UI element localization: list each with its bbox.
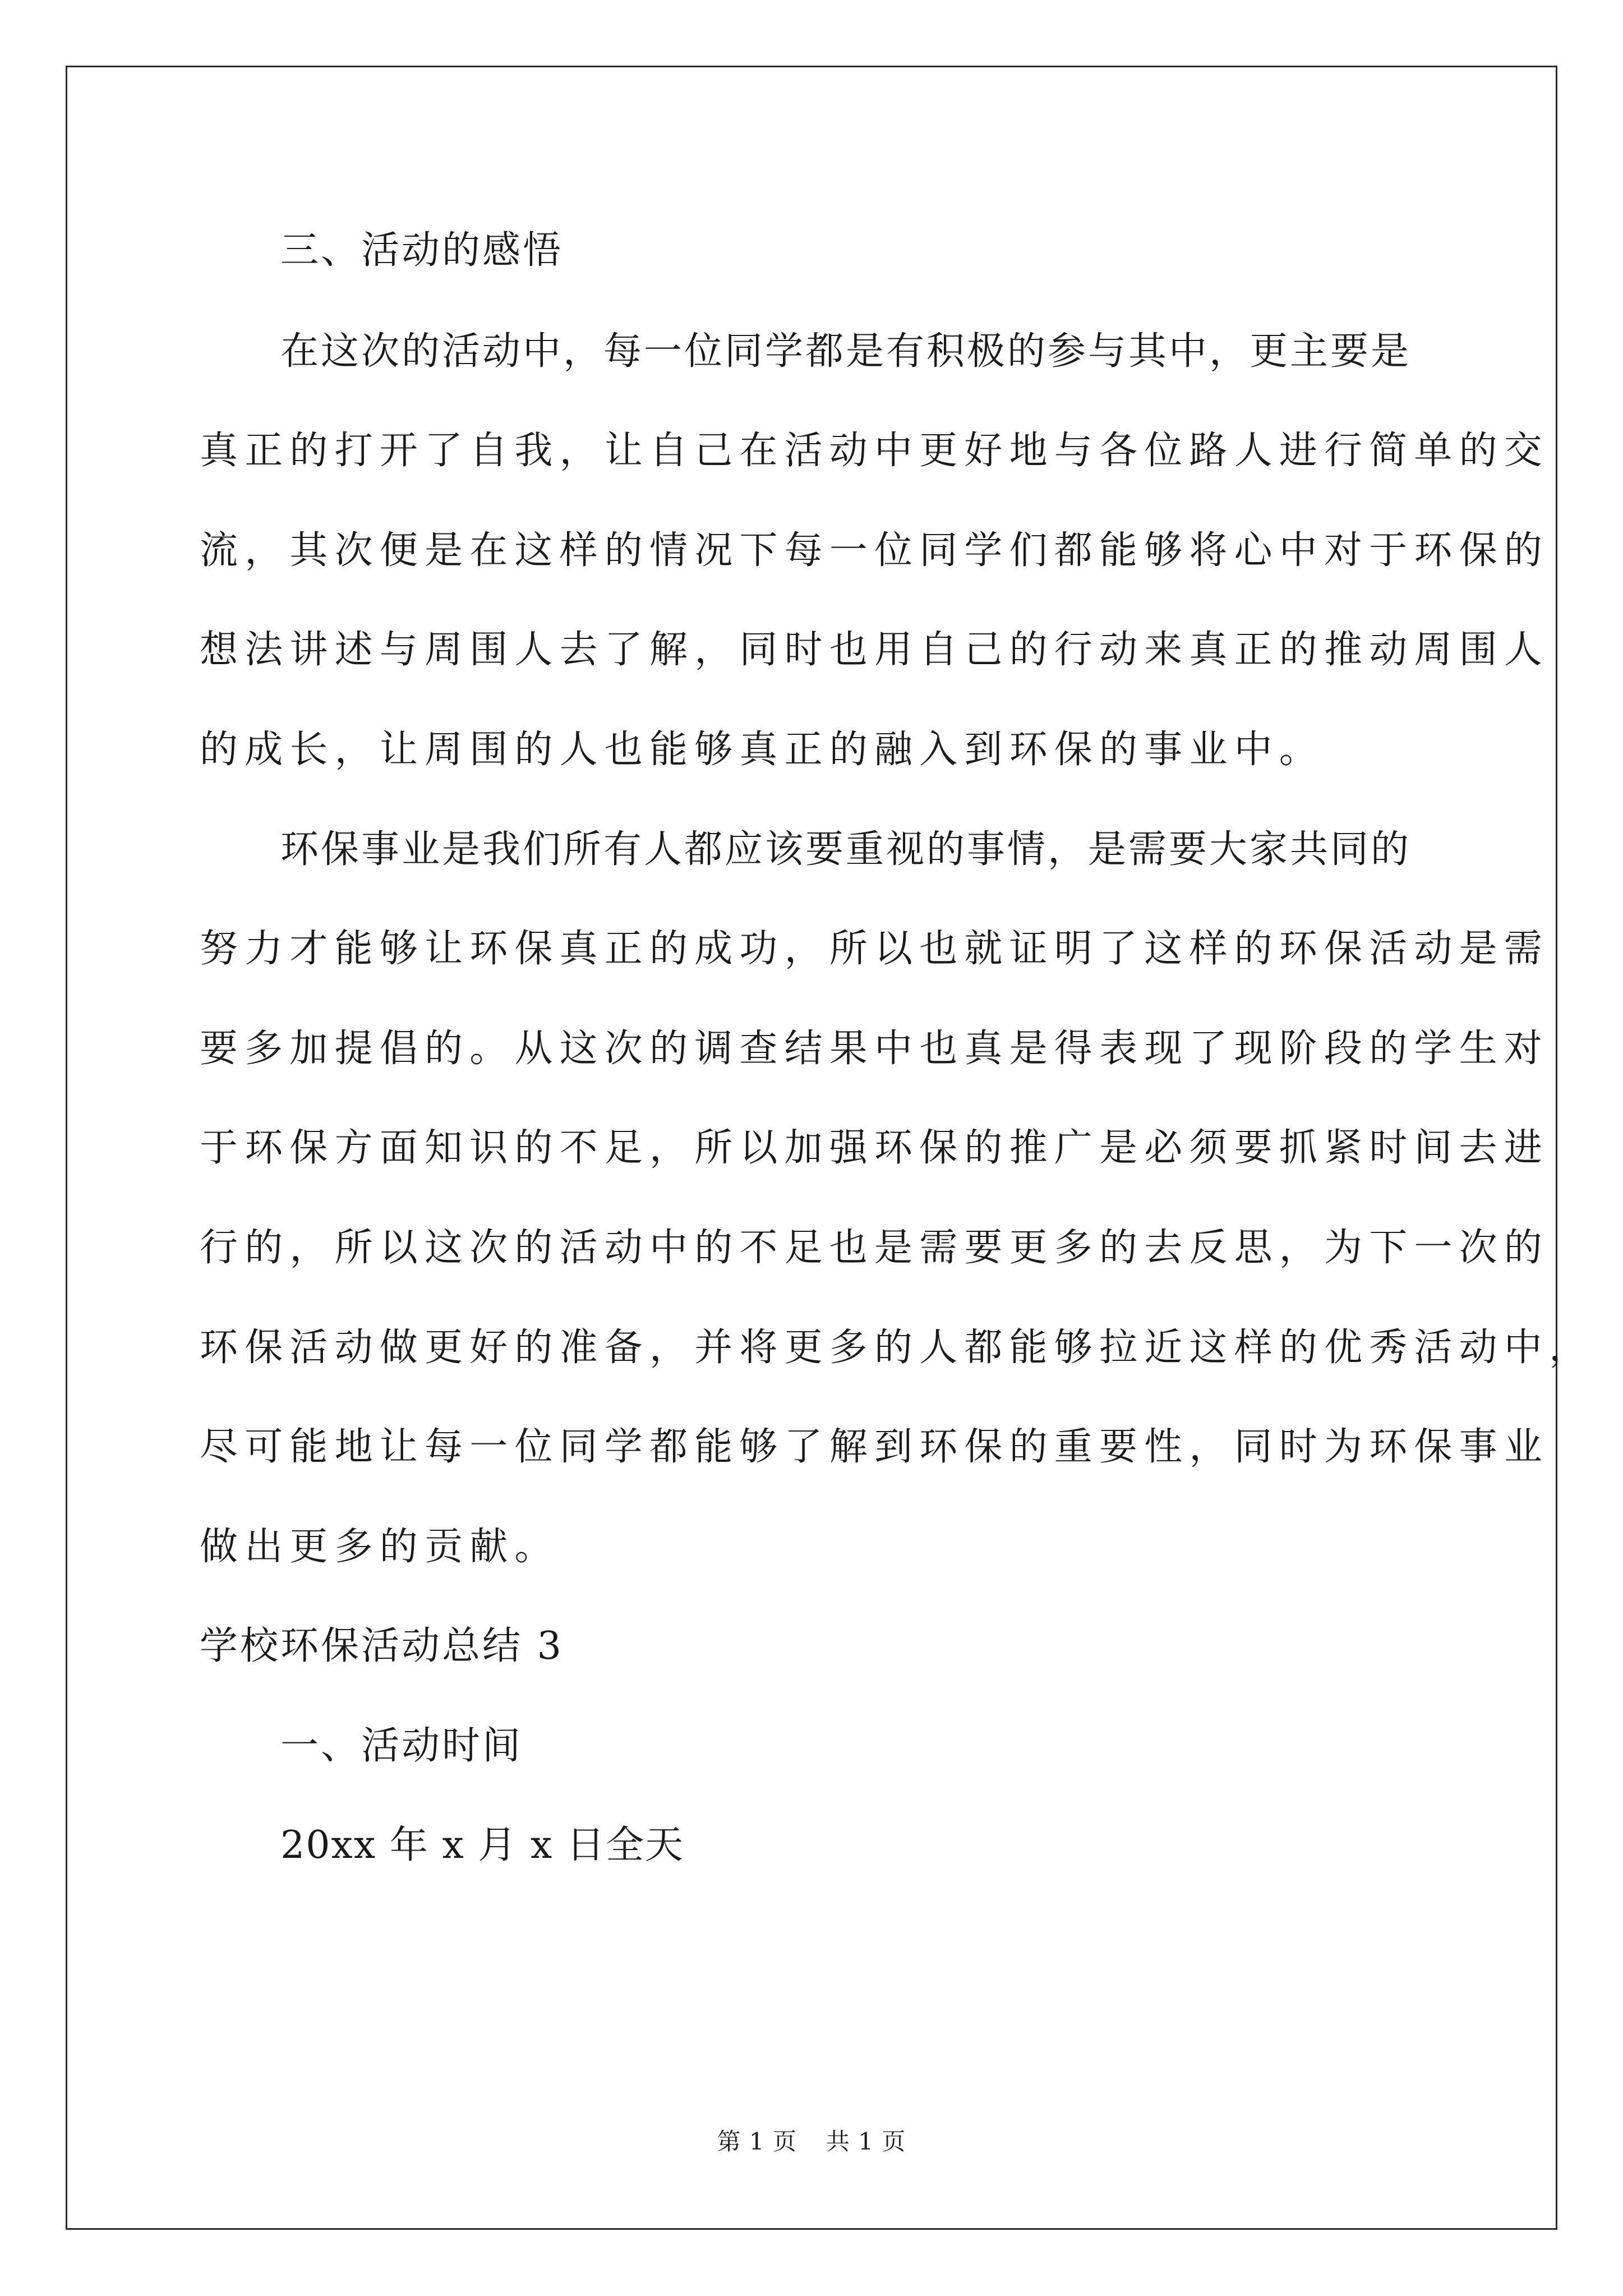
- page-total: 共 1 页: [826, 2128, 906, 2155]
- paragraph-line: 的成长，让周围的人也能够真正的融入到环保的事业中。: [200, 728, 1325, 772]
- paragraph-line: 环保事业是我们所有人都应该要重视的事情，是需要大家共同的: [280, 827, 1412, 872]
- paragraph-line: 行的，所以这次的活动中的不足也是需要更多的去反思，为下一次的: [200, 1226, 1550, 1270]
- paragraph-line: 真正的打开了自我，让自己在活动中更好地与各位路人进行简单的交: [200, 429, 1550, 473]
- document-title: 学校环保活动总结 3: [200, 1624, 564, 1668]
- section-heading: 一、活动时间: [280, 1724, 523, 1768]
- paragraph-line: 努力才能够让环保真正的成功，所以也就证明了这样的环保活动是需: [200, 927, 1550, 971]
- page-footer: [0, 2125, 1623, 2159]
- page-number: 第 1 页: [717, 2128, 797, 2155]
- date-line: 20xx 年 x 月 x 日全天: [280, 1823, 685, 1867]
- paragraph-line: 做出更多的贡献。: [200, 1525, 560, 1569]
- paragraph-line: 流，其次便是在这样的情况下每一位同学们都能够将心中对于环保的: [200, 528, 1550, 573]
- paragraph-line: 要多加提倡的。从这次的调查结果中也真是得表现了现阶段的学生对: [200, 1027, 1550, 1071]
- paragraph-line: 想法讲述与周围人去了解，同时也用自己的行动来真正的推动周围人: [200, 628, 1550, 672]
- paragraph-line: 在这次的活动中，每一位同学都是有积极的参与其中，更主要是: [280, 329, 1412, 374]
- paragraph-line: 环保活动做更好的准备，并将更多的人都能够拉近这样的优秀活动中，: [200, 1326, 1594, 1370]
- section-heading: 三、活动的感悟: [280, 228, 564, 273]
- paragraph-line: 尽可能地让每一位同学都能够了解到环保的重要性，同时为环保事业: [200, 1425, 1550, 1469]
- paragraph-line: 于环保方面知识的不足，所以加强环保的推广是必须要抓紧时间去进: [200, 1126, 1550, 1170]
